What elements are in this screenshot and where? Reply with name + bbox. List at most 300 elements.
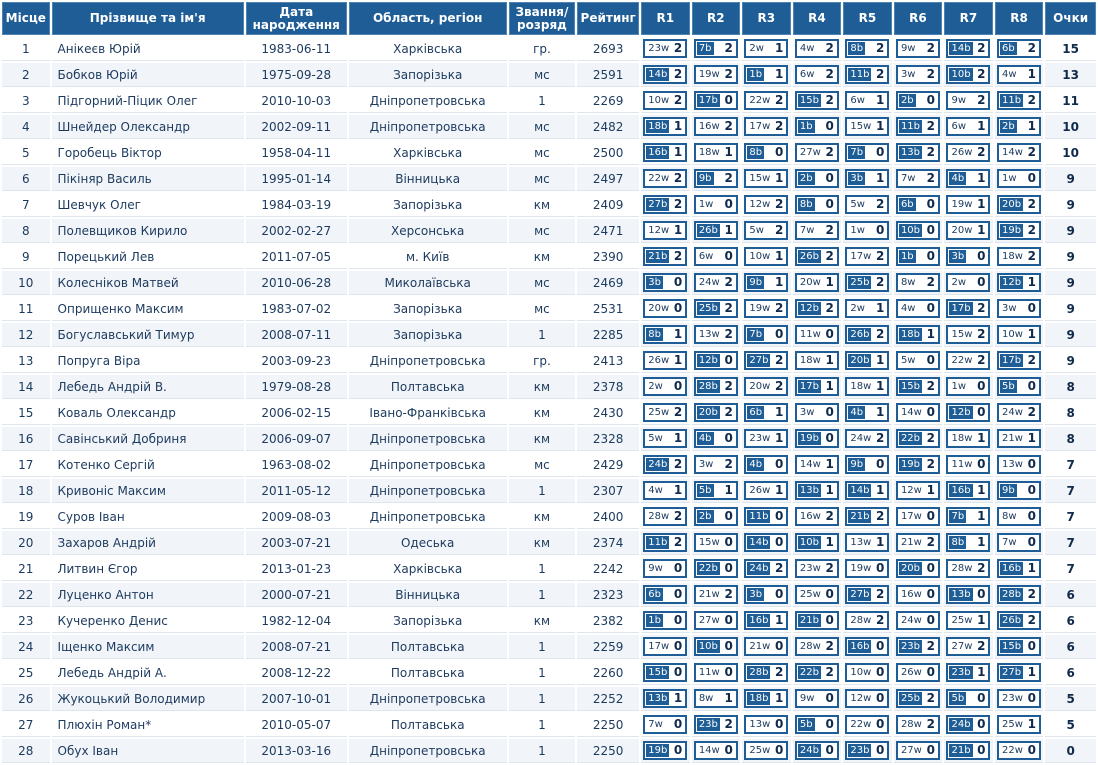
round-result [896,273,940,292]
opponent-label: 28w [648,511,670,522]
round-result [694,117,738,136]
round-8-cell [995,375,1044,399]
round-result [997,611,1041,630]
round-result [795,195,839,214]
opponent-label: 26w [648,355,670,366]
round-6-cell [894,375,943,399]
region-cell: Запорізька [349,193,507,217]
round-2-cell [692,271,741,295]
round-6-cell [894,37,943,61]
round-6-cell [894,115,943,139]
round-8-cell [995,193,1044,217]
total-score: 8 [1045,375,1096,399]
round-result [946,481,990,500]
opponent-label: 2b [1002,121,1015,132]
round-1-cell [641,661,690,685]
round-8-cell [995,271,1044,295]
round-result [643,117,687,136]
round-result [997,741,1041,760]
round-1-cell [641,193,690,217]
opponent-label: 8b [850,43,864,54]
round-result [946,247,990,266]
opponent-label: 16b [850,641,870,652]
round-points: 0 [724,613,733,627]
round-result [643,351,687,370]
opponent-label: 11b [900,121,921,132]
header-score: Очки [1045,2,1096,35]
rating-cell: 2400 [577,505,639,529]
opponent-label: 15w [951,329,973,340]
region-cell: Полтавська [349,375,507,399]
round-points: 0 [673,301,683,315]
round-1-cell [641,297,690,321]
round-3-cell [742,323,791,347]
rank-cell: гр. [509,37,576,61]
round-3-cell [742,37,791,61]
round-3-cell [742,271,791,295]
round-result [744,533,788,552]
round-points: 1 [876,119,885,133]
rating-cell: 2250 [577,739,639,763]
round-8-cell [995,219,1044,243]
round-points: 2 [876,613,885,627]
round-result [643,429,687,448]
rank-cell: 1 [509,739,576,763]
opponent-label: 11w [698,667,720,678]
total-score: 7 [1045,557,1096,581]
round-result [845,403,889,422]
round-result [946,403,990,422]
place-cell: 28 [2,739,50,763]
round-result [643,39,687,58]
round-points: 1 [977,483,986,497]
round-points: 2 [724,717,733,731]
player-name: Підгорний-Піцик Олег [52,89,244,113]
round-result [946,39,990,58]
round-points: 1 [977,509,986,523]
round-points: 2 [724,171,733,185]
table-row [2,427,1096,451]
player-name: Котенко Сергій [52,453,244,477]
round-result [694,65,738,84]
round-result [795,403,839,422]
player-name: Плюхін Роман* [52,713,244,737]
round-result [946,507,990,526]
round-points: 1 [774,405,784,419]
round-result [744,455,788,474]
table-row [2,739,1096,763]
opponent-label: 12w [850,693,872,704]
round-result [744,39,788,58]
round-4-cell [793,531,842,555]
header-round-1: R1 [641,2,690,35]
round-points: 1 [1027,275,1036,289]
round-points: 1 [977,223,986,237]
player-name: Оприщенко Максим [52,297,244,321]
round-result [643,221,687,240]
opponent-label: 24w [900,615,922,626]
round-points: 2 [825,249,834,263]
opponent-label: 4b [850,407,864,418]
round-points: 2 [977,93,986,107]
opponent-label: 18w [799,355,821,366]
round-result [795,143,839,162]
round-6-cell [894,505,943,529]
round-3-cell [742,479,791,503]
round-points: 0 [926,223,935,237]
round-points: 1 [673,327,683,341]
round-points: 0 [1027,509,1036,523]
round-points: 2 [977,145,986,159]
round-result [896,429,940,448]
round-8-cell [995,401,1044,425]
player-name: Горобець Віктор [52,141,244,165]
round-result [795,637,839,656]
round-result [744,91,788,110]
birth-date: 1982-12-04 [246,609,347,633]
birth-date: 1975-09-28 [246,63,347,87]
round-points: 0 [977,249,986,263]
round-result [997,715,1041,734]
birth-date: 2003-07-21 [246,531,347,555]
table-row [2,557,1096,581]
round-points: 0 [977,587,986,601]
round-5-cell [843,557,892,581]
total-score: 6 [1045,661,1096,685]
round-result [744,247,788,266]
round-3-cell [742,713,791,737]
round-2-cell [692,401,741,425]
round-result [694,91,738,110]
round-points: 2 [724,275,733,289]
rank-cell: км [509,193,576,217]
round-8-cell [995,167,1044,191]
round-points: 2 [926,119,935,133]
rating-cell: 2382 [577,609,639,633]
rating-cell: 2250 [577,713,639,737]
round-points: 0 [825,691,834,705]
round-points: 2 [724,119,733,133]
rating-cell: 2497 [577,167,639,191]
opponent-label: 21w [749,641,771,652]
round-points: 2 [825,639,834,653]
table-row [2,401,1096,425]
player-name: Кучеренко Денис [52,609,244,633]
rank-cell: 1 [509,323,576,347]
region-cell: Запорізька [349,63,507,87]
table-row [2,687,1096,711]
opponent-label: 4w [1002,69,1017,80]
round-points: 1 [774,171,784,185]
round-points: 0 [673,275,683,289]
opponent-label: 25b [850,277,870,288]
round-points: 1 [673,353,683,367]
round-points: 0 [724,639,733,653]
table-row [2,297,1096,321]
round-result [997,65,1041,84]
table-row [2,167,1096,191]
round-result [643,377,687,396]
round-points: 2 [825,561,834,575]
round-5-cell [843,323,892,347]
round-points: 1 [876,93,885,107]
round-points: 0 [926,561,935,575]
round-points: 1 [774,483,784,497]
round-8-cell [995,245,1044,269]
round-points: 0 [724,509,733,523]
round-points: 0 [926,93,935,107]
round-points: 0 [724,743,733,757]
round-result [795,273,839,292]
round-5-cell [843,37,892,61]
opponent-label: 27b [749,355,769,366]
round-points: 2 [977,67,986,81]
birth-date: 2003-09-23 [246,349,347,373]
round-result [694,221,738,240]
header-round-6: R6 [894,2,943,35]
round-6-cell [894,297,943,321]
opponent-label: 3w [799,407,815,418]
opponent-label: 15w [749,173,771,184]
opponent-label: 14b [850,485,870,496]
opponent-label: 25w [648,407,670,418]
table-row [2,375,1096,399]
round-result [795,117,839,136]
round-points: 1 [774,249,784,263]
opponent-label: 21b [648,251,668,262]
round-4-cell [793,661,842,685]
round-result [744,637,788,656]
round-points: 0 [876,561,885,575]
round-4-cell [793,739,842,763]
round-7-cell [944,427,993,451]
table-row [2,193,1096,217]
rating-cell: 2591 [577,63,639,87]
place-cell: 27 [2,713,50,737]
round-5-cell [843,687,892,711]
opponent-label: 17b [799,381,819,392]
round-result [744,325,788,344]
table-row [2,583,1096,607]
round-points: 1 [673,483,683,497]
round-points: 2 [876,327,885,341]
opponent-label: 7b [698,43,712,54]
round-2-cell [692,635,741,659]
opponent-label: 23b [698,719,718,730]
round-4-cell [793,245,842,269]
opponent-label: 17b [698,95,718,106]
round-4-cell [793,453,842,477]
opponent-label: 5w [648,433,663,444]
opponent-label: 16w [799,511,821,522]
round-result [896,663,940,682]
round-result [997,377,1041,396]
place-cell: 6 [2,167,50,191]
round-result [744,611,788,630]
round-result [845,91,889,110]
opponent-label: 17b [951,303,971,314]
round-7-cell [944,635,993,659]
opponent-label: 23b [850,745,870,756]
round-result [795,377,839,396]
birth-date: 2009-08-03 [246,505,347,529]
round-result [795,39,839,58]
opponent-label: 24w [850,433,872,444]
opponent-label: 15w [698,537,720,548]
player-name: Лебедь Андрій В. [52,375,244,399]
round-result [744,403,788,422]
total-score: 6 [1045,609,1096,633]
round-1-cell [641,453,690,477]
round-points: 2 [977,41,986,55]
round-result [896,221,940,240]
round-7-cell [944,37,993,61]
round-2-cell [692,713,741,737]
opponent-label: 25w [799,589,821,600]
round-points: 0 [724,535,733,549]
round-result [946,429,990,448]
rank-cell: км [509,505,576,529]
round-points: 1 [774,41,784,55]
round-result [845,221,889,240]
total-score: 10 [1045,115,1096,139]
round-8-cell [995,37,1044,61]
round-6-cell [894,245,943,269]
round-points: 2 [825,223,834,237]
opponent-label: 8b [951,537,965,548]
birth-date: 2011-07-05 [246,245,347,269]
round-points: 2 [774,223,784,237]
header-rank: Звання/ розряд [509,2,576,35]
round-points: 0 [1027,171,1036,185]
round-points: 2 [774,93,784,107]
round-result [896,299,940,318]
round-result [694,507,738,526]
region-cell: Івано-Франківська [349,401,507,425]
round-points: 0 [876,665,885,679]
rank-cell: 1 [509,479,576,503]
round-result [643,533,687,552]
round-result [946,65,990,84]
round-points: 0 [774,639,784,653]
round-points: 1 [774,431,784,445]
round-points: 2 [774,301,784,315]
rating-cell: 2260 [577,661,639,685]
round-3-cell [742,661,791,685]
round-points: 0 [673,587,683,601]
opponent-label: 3w [900,69,916,80]
opponent-label: 1b [900,251,914,262]
round-4-cell [793,349,842,373]
table-row [2,609,1096,633]
round-result [795,455,839,474]
opponent-label: 22w [951,355,973,366]
opponent-label: 4w [900,303,916,314]
round-result [896,143,940,162]
opponent-label: 23b [951,667,971,678]
opponent-label: 28b [749,667,769,678]
round-result [946,169,990,188]
round-2-cell [692,323,741,347]
place-cell: 1 [2,37,50,61]
opponent-label: 19w [951,199,973,210]
round-points: 0 [825,613,834,627]
round-result [997,169,1041,188]
opponent-label: 1b [799,121,813,132]
opponent-label: 26b [799,251,819,262]
birth-date: 1995-01-14 [246,167,347,191]
rating-cell: 2409 [577,193,639,217]
round-result [896,91,940,110]
place-cell: 7 [2,193,50,217]
opponent-label: 16w [900,589,922,600]
round-result [744,715,788,734]
round-8-cell [995,63,1044,87]
region-cell: Дніпропетровська [349,479,507,503]
rating-cell: 2285 [577,323,639,347]
round-points: 2 [977,327,986,341]
opponent-label: 6w [951,121,967,132]
round-result [997,481,1041,500]
round-result [946,91,990,110]
opponent-label: 9w [799,693,815,704]
round-points: 0 [825,431,834,445]
round-4-cell [793,401,842,425]
round-result [795,481,839,500]
opponent-label: 23w [1002,693,1023,704]
round-4-cell [793,167,842,191]
round-points: 1 [673,431,683,445]
round-result [896,585,940,604]
table-row [2,661,1096,685]
opponent-label: 9b [850,459,864,470]
round-points: 1 [977,431,986,445]
round-points: 0 [724,431,733,445]
player-name: Кривоніс Максим [52,479,244,503]
round-result [845,715,889,734]
round-points: 0 [724,197,733,211]
opponent-label: 13b [799,485,819,496]
round-5-cell [843,375,892,399]
opponent-label: 15b [648,667,668,678]
opponent-label: 23w [749,433,771,444]
round-points: 1 [1027,717,1036,731]
round-6-cell [894,557,943,581]
opponent-label: 6w [698,251,714,262]
opponent-label: 28b [1002,589,1022,600]
region-cell: Полтавська [349,661,507,685]
opponent-label: 4w [799,43,815,54]
total-score: 6 [1045,583,1096,607]
birth-date: 2002-09-11 [246,115,347,139]
round-7-cell [944,193,993,217]
region-cell: Дніпропетровська [349,453,507,477]
round-points: 2 [673,535,683,549]
round-points: 0 [774,587,784,601]
region-cell: Дніпропетровська [349,349,507,373]
rating-cell: 2482 [577,115,639,139]
opponent-label: 10b [698,641,718,652]
round-result [643,455,687,474]
round-result [896,377,940,396]
opponent-label: 20w [648,303,670,314]
opponent-label: 7b [850,147,864,158]
round-3-cell [742,583,791,607]
opponent-label: 2w [951,277,967,288]
round-result [845,117,889,136]
round-result [946,585,990,604]
opponent-label: 19w [749,303,771,314]
